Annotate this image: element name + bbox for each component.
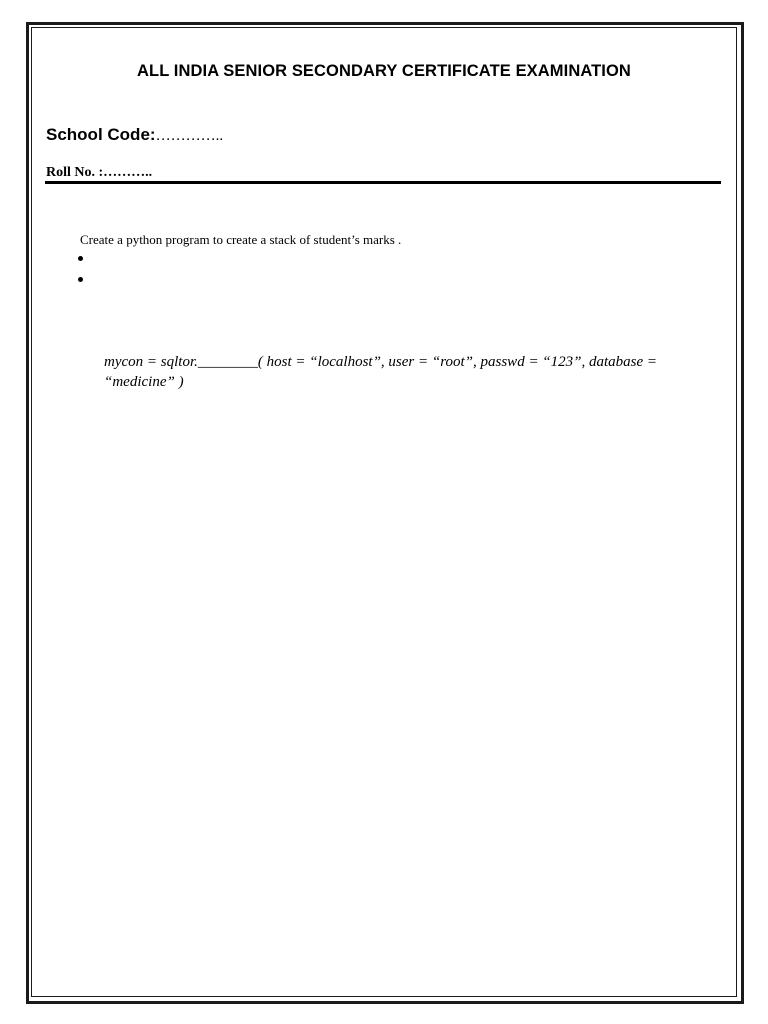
question-text: Create a python program to create a stack of student’s marks . (80, 232, 402, 247)
school-code-field (46, 125, 223, 145)
code-snippet (104, 352, 704, 392)
code-line-2: “medicine” ) (104, 374, 184, 390)
header-divider (45, 181, 721, 184)
roll-no-field (46, 165, 152, 181)
bullet-icon (78, 277, 83, 282)
school-code-label: School Code: (46, 125, 156, 144)
school-code-value: ………….. (155, 128, 224, 144)
roll-no-label: Roll No. :……….. (46, 165, 153, 180)
code-line-1: mycon = sqltor.________( host = “localhost”, user = “root”, passwd = “123”, database = (104, 354, 658, 370)
exam-title: ALL INDIA SENIOR SECONDARY CERTIFICATE EXAMINATION (137, 62, 631, 80)
bullet-icon (78, 256, 83, 261)
